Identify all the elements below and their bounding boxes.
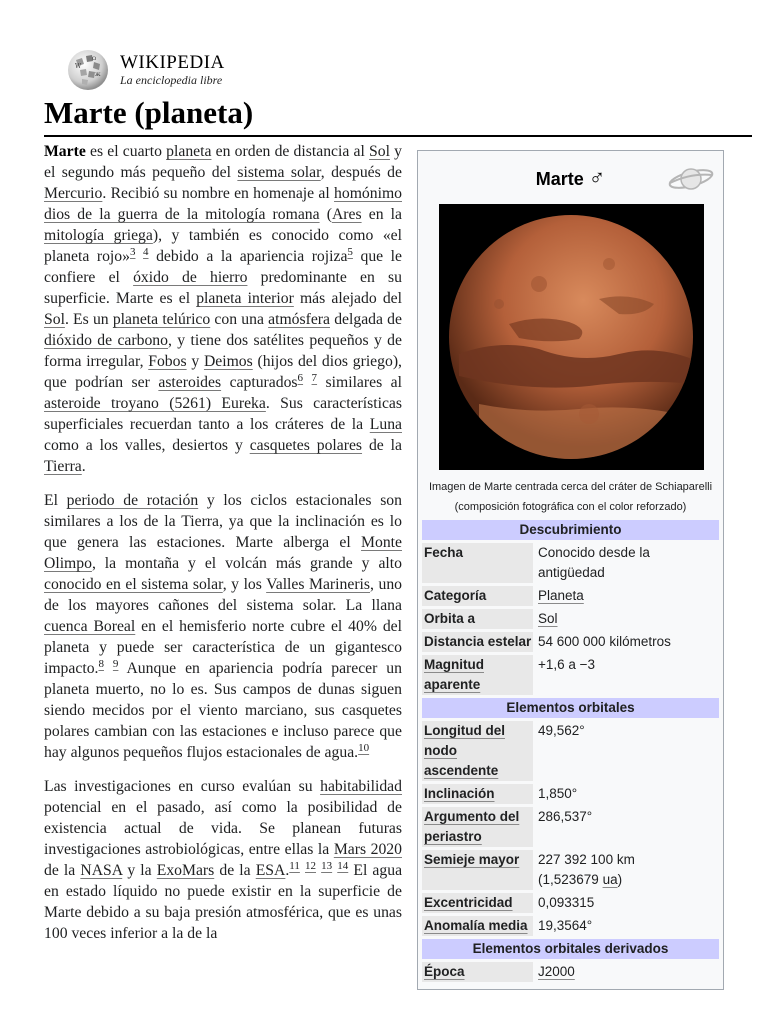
image-caption — [422, 477, 719, 517]
article-link[interactable]: planeta interior — [196, 290, 294, 307]
article-link[interactable]: conocido en el sistema solar — [44, 576, 223, 593]
infobox-row — [422, 632, 719, 652]
infobox-row — [422, 916, 719, 936]
article-link[interactable]: sistema solar — [237, 164, 321, 181]
article-link[interactable]: habitabilidad — [320, 778, 402, 795]
infobox-row — [422, 543, 719, 583]
infobox-row — [422, 850, 719, 890]
infobox-row-label[interactable]: Excentricidad — [422, 893, 533, 913]
article-link[interactable]: homónimo — [334, 185, 402, 202]
article-link[interactable]: Mercurio — [44, 185, 103, 202]
article-link[interactable]: Sol — [369, 143, 390, 160]
caption-line: Imagen de Marte centrada cerca del cráter de Schiaparelli — [428, 481, 713, 493]
infobox-row-label: Distancia estelar — [422, 632, 533, 652]
article-paragraph: El periodo de rotación y los ciclos estacionales son similares a los de la Tierra, ya que la inclinación es lo que genera las estaciones. Marte alberga el Monte Olimpo, la montaña y el volcán más grande y alto conocido en el sistema solar, y los Valles Marineris, uno de los mayores cañones del sistema solar. La llana cuenca Boreal en el hemisferio norte cubre el 40% del planeta y puede ser característica de un gigantesco impacto.$^8$ $^9$ Aunque en apariencia podría parecer un planeta muerto, no lo es. Sus campos de dunas siguen siendo mecidos por el viento marciano, sus casquetes polares cambian con las estaciones e incluso parece que hay algunos pequeños flujos estacionales de agua.$^{10}$ — [44, 492, 403, 761]
infobox-row-label[interactable]: Longitud del nodo ascendente — [422, 721, 533, 781]
article-link[interactable]: NASA — [80, 862, 123, 879]
site-tagline: La enciclopedia libre — [120, 73, 223, 87]
svg-text:Ω: Ω — [92, 56, 97, 62]
infobox-row-label[interactable]: Inclinación — [422, 784, 533, 804]
article-link[interactable]: ExoMars — [156, 862, 215, 879]
article-link[interactable]: asteroides — [158, 374, 222, 391]
infobox-row-value: 227 392 100 km (1,523679 ua) — [538, 852, 635, 887]
infobox-row-value: +1,6 a −3 — [538, 657, 596, 672]
article-link[interactable]: Mars 2020 — [333, 841, 402, 858]
article-link[interactable]: asteroide troyano (5261) Eureka — [44, 395, 266, 412]
caption-line: (composición fotográfica con el color reforzado) — [454, 501, 687, 513]
article-link[interactable]: Sol — [44, 311, 65, 328]
article-link[interactable]: mitología griega — [44, 227, 153, 244]
infobox-section-header: Elementos orbitales — [422, 698, 719, 718]
infobox-row — [422, 721, 719, 781]
wikipedia-globe-icon[interactable] — [62, 46, 114, 92]
infobox-row-value: Conocido desde la antigüedad — [538, 545, 650, 580]
site-wordmark[interactable]: WIKIPEDIA — [120, 52, 225, 73]
reference-link[interactable]: 13 — [321, 859, 333, 872]
infobox-row-value: 19,3564° — [538, 918, 593, 933]
article-link[interactable]: dios de la guerra de la mitología romana — [44, 206, 320, 223]
infobox-title-text: Marte — [535, 169, 584, 189]
reference-link[interactable]: 14 — [337, 859, 349, 872]
infobox-section-header: Descubrimiento — [422, 520, 719, 540]
infobox — [417, 150, 724, 990]
infobox-row-value[interactable]: Planeta — [538, 588, 584, 603]
infobox-row-label[interactable]: Magnitud aparente — [422, 655, 533, 695]
infobox-row — [422, 586, 719, 606]
reference-link[interactable]: 12 — [305, 859, 316, 872]
infobox-row — [422, 807, 719, 847]
infobox-row — [422, 893, 719, 913]
article-link[interactable]: Monte Olimpo — [44, 534, 402, 572]
infobox-row — [422, 655, 719, 695]
infobox-row-value[interactable]: Sol — [538, 611, 558, 626]
saturn-planet-icon[interactable] — [667, 161, 715, 197]
article-link[interactable]: Valles Marineris — [266, 576, 371, 593]
svg-text:Ж: Ж — [95, 72, 101, 78]
article-link[interactable]: periodo de rotación — [66, 492, 199, 509]
infobox-row-label[interactable]: Época — [422, 962, 533, 982]
infobox-row-value[interactable]: J2000 — [538, 964, 575, 979]
mars-symbol-icon: ♂ — [588, 165, 606, 190]
reference-link[interactable]: 5 — [347, 245, 353, 258]
infobox-row-label[interactable]: Anomalía media — [422, 916, 533, 936]
reference-link[interactable]: 7 — [311, 371, 318, 384]
infobox-row-value: 0,093315 — [538, 895, 595, 910]
infobox-row — [422, 962, 719, 982]
reference-link[interactable]: 9 — [112, 657, 119, 670]
infobox-row-label: Orbita a — [422, 609, 533, 629]
article-link[interactable]: Fobos — [148, 353, 187, 370]
article-link[interactable]: dióxido de carbono — [44, 332, 168, 349]
infobox-row-value: 1,850° — [538, 786, 578, 801]
article-link[interactable]: cuenca Boreal — [44, 618, 136, 635]
unit-link[interactable]: ua — [602, 872, 618, 887]
infobox-row-label[interactable]: Semieje mayor — [422, 850, 533, 890]
infobox-table — [422, 520, 719, 982]
infobox-row — [422, 784, 719, 804]
article-link[interactable]: planeta telúrico — [112, 311, 211, 328]
mars-photo[interactable] — [439, 204, 704, 470]
article-paragraph: Marte es el cuarto planeta en orden de distancia al Sol y el segundo más pequeño del sistema solar, después de Mercurio. Recibió su nombre en homenaje al homónimo dios de la guerra de la mitología romana (Ares en la mitología griega), y también es conocido como «el planeta rojo»$^3$ $^4$ debido a la apariencia rojiza$^5$ que le confiere el óxido de hierro predominante en su superficie. Marte es el planeta interior más alejado del Sol. Es un planeta telúrico con una atmósfera delgada de dióxido de carbono, y tiene dos satélites pequeños y de forma irregular, Fobos y Deimos (hijos del dios griego), que podrían ser asteroides capturados$^6$ $^7$ similares al asteroide troyano (5261) Eureka. Sus características superficiales recuerdan tanto a los cráteres de la Luna como a los valles, desiertos y casquetes polares de la Tierra. — [44, 143, 403, 475]
article-subject: Marte — [44, 143, 86, 160]
infobox-row — [422, 609, 719, 629]
infobox-row-value: 286,537° — [538, 809, 593, 824]
article-link[interactable]: Tierra — [44, 458, 82, 475]
page-title: Marte (planeta) — [44, 95, 254, 130]
article-link[interactable]: ESA — [255, 862, 286, 879]
infobox-section-header: Elementos orbitales derivados — [422, 939, 719, 959]
article-link[interactable]: casquetes polares — [249, 437, 363, 454]
reference-link[interactable]: 6 — [297, 371, 304, 384]
infobox-row-label: Fecha — [422, 543, 533, 583]
article-link[interactable]: Luna — [369, 416, 402, 433]
article-link[interactable]: Ares — [331, 206, 362, 223]
reference-link[interactable]: 4 — [143, 245, 149, 258]
reference-link[interactable]: 8 — [98, 657, 104, 670]
infobox-row-value: 49,562° — [538, 723, 585, 738]
reference-link[interactable]: 3 — [129, 245, 136, 258]
reference-link[interactable]: 10 — [358, 741, 370, 754]
infobox-row-value: 54 600 000 kilómetros — [538, 634, 671, 649]
article-link[interactable]: planeta — [166, 143, 212, 160]
article-link[interactable]: atmósfera — [268, 311, 330, 328]
article-link[interactable]: Deimos — [203, 353, 253, 370]
article-link[interactable]: óxido de hierro — [133, 269, 248, 286]
article-body — [44, 141, 402, 957]
infobox-row-label[interactable]: Argumento del periastro — [422, 807, 533, 847]
title-divider — [44, 135, 752, 137]
reference-link[interactable]: 11 — [289, 859, 300, 872]
svg-text:W: W — [75, 63, 82, 70]
infobox-row-label: Categoría — [422, 586, 533, 606]
article-paragraph: Las investigaciones en curso evalúan su habitabilidad potencial en el pasado, así como la posibilidad de existencia actual de vida. Se planean futuras investigaciones astrobiológicas, entre ellas la Mars 2020 de la NASA y la ExoMars de la ESA.$^{11}$ $^{12}$ $^{13}$ $^{14}$ El agua en estado líquido no puede existir en la superficie de Marte debido a su baja presión atmosférica, que es unas 100 veces inferior a la de la — [44, 778, 403, 942]
